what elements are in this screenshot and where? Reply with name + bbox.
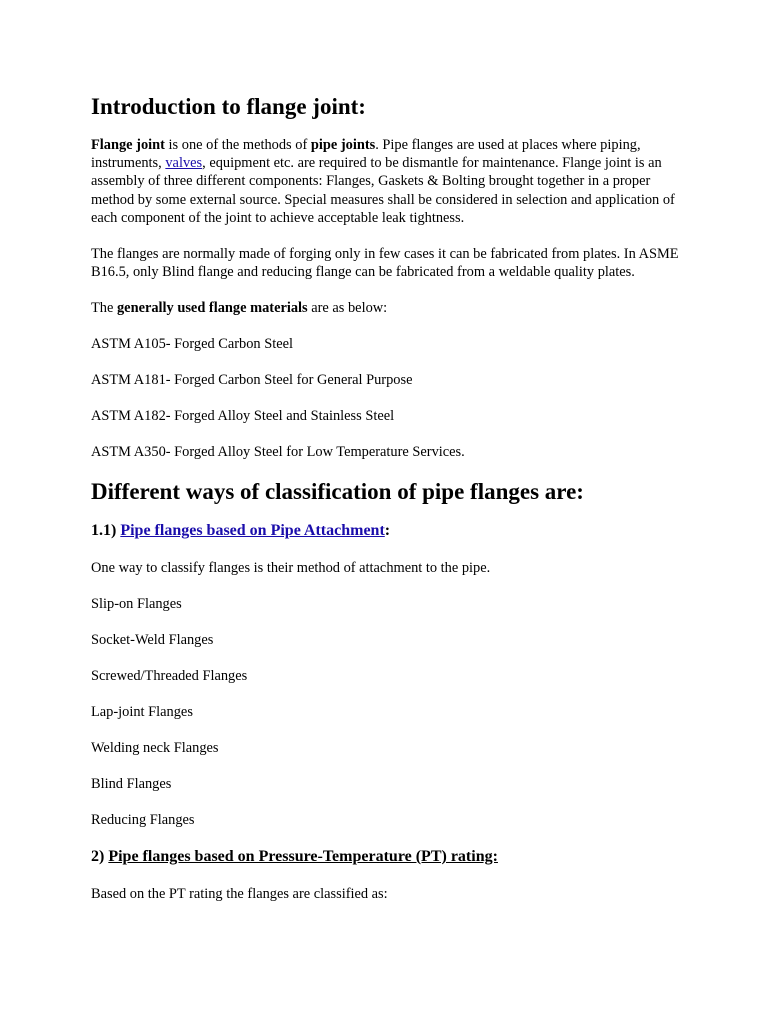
attachment-type-item: Blind Flanges	[91, 776, 172, 793]
document-content	[91, 93, 691, 921]
heading-classification: Different ways of classification of pipe flanges are:	[91, 479, 584, 505]
bold-pipe-joints: pipe joints	[310, 137, 376, 153]
text-span: , equipment etc. are required to be dismantle for maintenance. Flange joint is an assembly of three different components: Flanges, Gaskets & Bolting brought together in a proper method by some external source. Special measures shall be considered in selection and application of each component of the joint to achieve acceptable leak tightness.	[91, 155, 675, 226]
pipe-attachment-link[interactable]: Pipe flanges based on Pipe Attachment	[120, 522, 385, 540]
bold-flange-joint: Flange joint	[91, 137, 165, 153]
attachment-types-list	[91, 595, 691, 829]
paragraph-pt-intro: Based on the PT rating the flanges are classified as:	[91, 886, 388, 903]
text-span: are as below:	[307, 300, 388, 317]
subheading-number: 2)	[91, 848, 109, 866]
attachment-type-item: Welding neck Flanges	[91, 740, 219, 757]
attachment-type-item: Socket-Weld Flanges	[91, 632, 214, 649]
pt-rating-title: Pipe flanges based on Pressure-Temperature (PT) rating:	[108, 848, 498, 866]
paragraph-attachment-intro: One way to classify flanges is their method of attachment to the pipe.	[91, 560, 491, 577]
text-span: . Pipe flanges are used at places where piping, instruments,	[91, 137, 641, 172]
paragraph-materials-intro	[91, 299, 691, 317]
subheading-colon: :	[384, 522, 391, 540]
paragraph-forging: The flanges are normally made of forging only in few cases it can be fabricated from plates. In ASME B16.5, only Blind flange and reducing flange can be fabricated from a weldable quality plates.	[91, 246, 679, 281]
paragraph-flange-joint-definition	[91, 136, 691, 227]
material-item: ASTM A181- Forged Carbon Steel for General Purpose	[91, 372, 413, 389]
heading-intro-flange-joint: Introduction to flange joint:	[91, 94, 366, 119]
materials-list	[91, 335, 691, 461]
material-item: ASTM A350- Forged Alloy Steel for Low Temperature Services.	[91, 444, 465, 461]
text-span: is one of the methods of	[164, 137, 311, 153]
attachment-type-item: Screwed/Threaded Flanges	[91, 668, 248, 685]
material-item: ASTM A105- Forged Carbon Steel	[91, 336, 293, 353]
text-span: The	[91, 300, 117, 317]
material-item: ASTM A182- Forged Alloy Steel and Stainless Steel	[91, 408, 395, 425]
valves-link[interactable]: valves	[165, 155, 203, 172]
subheading-number: 1.1)	[91, 522, 121, 540]
attachment-type-item: Reducing Flanges	[91, 812, 195, 829]
subheading-pipe-attachment	[91, 521, 691, 541]
subheading-pt-rating	[91, 847, 691, 867]
attachment-type-item: Lap-joint Flanges	[91, 704, 193, 721]
attachment-type-item: Slip-on Flanges	[91, 596, 182, 613]
bold-generally-used-materials: generally used flange materials	[116, 300, 308, 317]
